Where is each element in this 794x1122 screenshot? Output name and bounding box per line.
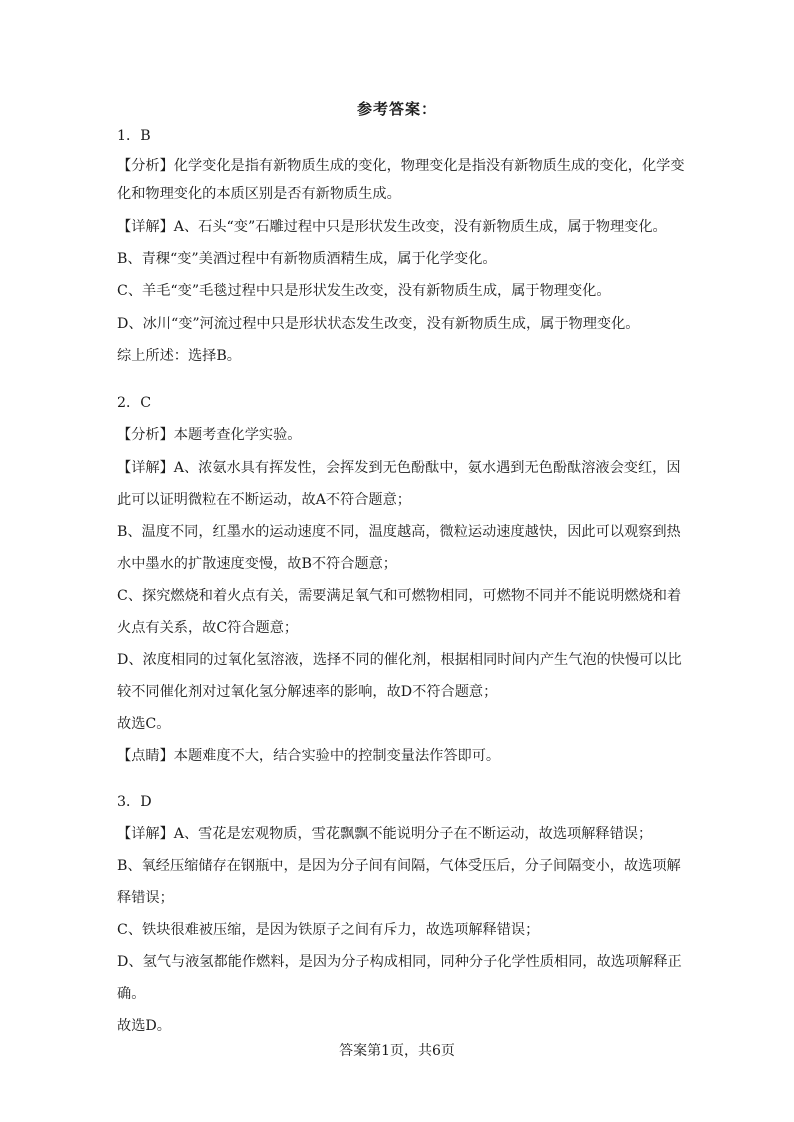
text-line: B、青稞“变”美酒过程中有新物质酒精生成，属于化学变化。 — [117, 251, 497, 267]
text-line: 1．B — [117, 128, 151, 144]
text-line: 【点睛】本题难度不大，结合实验中的控制变量法作答即可。 — [117, 748, 501, 764]
text-line: 综上所述：选择B。 — [117, 348, 241, 364]
text-line: 【详解】A、浓氨水具有挥发性，会挥发到无色酚酞中，氨水遇到无色酚酞溶液会变红，因 — [117, 460, 681, 476]
text-line: 化和物理变化的本质区别是否有新物质生成。 — [117, 186, 401, 202]
text-line: C、铁块很难被压缩，是因为铁原子之间有斥力，故选项解释错误； — [117, 922, 540, 938]
page-title: 参考答案： — [356, 100, 437, 118]
text-line: C、羊毛“变”毛毯过程中只是形状发生改变，没有新物质生成，属于物理变化。 — [117, 283, 611, 299]
text-line: 3．D — [117, 794, 152, 810]
text-line: 【详解】A、石头“变”石雕过程中只是形状发生改变，没有新物质生成，属于物理变化。 — [117, 219, 667, 235]
text-line: B、温度不同，红墨水的运动速度不同，温度越高，微粒运动速度越快，因此可以观察到热 — [117, 524, 681, 540]
text-line: 较不同催化剂对过氧化氢分解速率的影响，故D不符合题意； — [117, 684, 498, 700]
text-line: B、氧经压缩储存在钢瓶中，是因为分子间有间隔，气体受压后，分子间隔变小，故选项解 — [117, 858, 681, 874]
text-line: D、冰川“变”河流过程中只是形状状态发生改变，没有新物质生成，属于物理变化。 — [117, 316, 640, 332]
page-footer: 答案第1页，共6页 — [339, 1043, 455, 1059]
text-line: 【详解】A、雪花是宏观物质，雪花飘飘不能说明分子在不断运动，故选项解释错误； — [117, 826, 653, 842]
text-line: 故选D。 — [117, 1018, 171, 1034]
text-line: 水中墨水的扩散速度变慢，故B不符合题意； — [117, 556, 397, 572]
text-line: 故选C。 — [117, 716, 171, 732]
text-line: 2．C — [117, 395, 152, 411]
text-line: 此可以证明微粒在不断运动，故A不符合题意； — [117, 492, 411, 508]
text-line: 释错误； — [117, 890, 174, 906]
text-line: 确。 — [117, 986, 146, 1002]
text-line: D、氢气与液氢都能作燃料，是因为分子构成相同，同种分子化学性质相同，故选项解释正 — [117, 954, 682, 970]
text-line: D、浓度相同的过氧化氢溶液，选择不同的催化剂，根据相同时间内产生气泡的快慢可以比 — [117, 652, 682, 668]
text-line: 火点有关系，故C符合题意； — [117, 620, 299, 636]
text-line: 【分析】本题考查化学实验。 — [117, 427, 302, 443]
text-line: 【分析】化学变化是指有新物质生成的变化，物理变化是指没有新物质生成的变化，化学变 — [117, 158, 685, 174]
text-line: C、探究燃烧和着火点有关，需要满足氧气和可燃物相同，可燃物不同并不能说明燃烧和着 — [117, 588, 682, 604]
